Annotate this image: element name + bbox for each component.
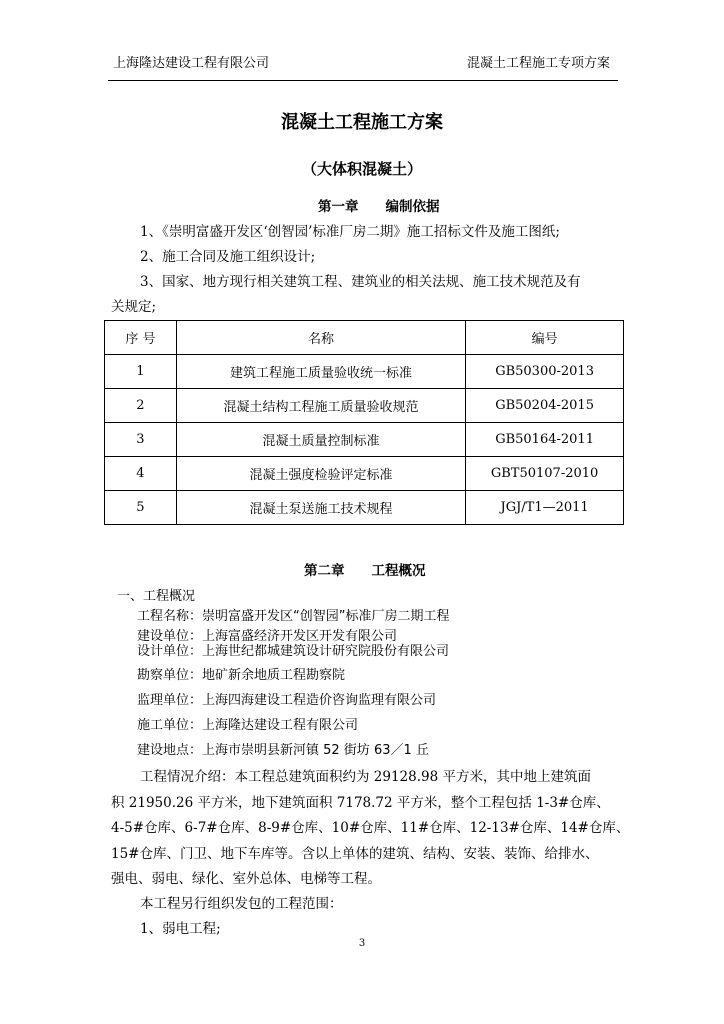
table-row xyxy=(105,389,624,423)
header-doc-title: 混凝土工程施工专项方案 xyxy=(466,56,610,71)
table-row xyxy=(105,491,624,525)
table-cell-name: 建筑工程施工质量验收统一标准 xyxy=(176,355,465,389)
chapter2-heading: 第二章 工程概况 xyxy=(304,563,426,579)
table-cell-code: GBT50107-2010 xyxy=(466,457,624,491)
project-name: 工程名称：崇明富盛开发区“创智园”标准厂房二期工程 xyxy=(137,609,450,624)
table-header-row xyxy=(105,321,624,355)
table-cell-index: 4 xyxy=(105,457,177,491)
table-row xyxy=(105,457,624,491)
constructor-unit: 施工单位：上海隆达建设工程有限公司 xyxy=(137,718,359,733)
table-cell-index: 1 xyxy=(105,355,177,389)
chapter2-section: 一、工程概况 xyxy=(117,589,196,604)
table-cell-code: GB50204-2015 xyxy=(466,389,624,423)
page-subtitle: （大体积混凝土） xyxy=(301,160,422,178)
chapter1-item-3: 3、国家、地方现行相关建筑工程、建筑业的相关法规、施工技术规范及有 xyxy=(140,274,581,290)
designer-unit: 设计单位：上海世纪都城建筑设计研究院股份有限公司 xyxy=(137,644,450,659)
table-header-name: 名称 xyxy=(176,321,465,355)
intro-line-5: 强电、弱电、绿化、室外总体、电梯等工程。 xyxy=(111,871,381,887)
intro-line-2: 积 21950.26 平方米，地下建筑面积 7178.72 平方米，整个工程包括 1-3#仓库、 xyxy=(111,795,610,811)
intro-line-3: 4-5#仓库、6-7#仓库、8-9#仓库、10#仓库、11#仓库、12-13#仓库、14#仓库、 xyxy=(111,820,630,836)
table-cell-name: 混凝土结构工程施工质量验收规范 xyxy=(176,389,465,423)
chapter1-item-2: 2、施工合同及施工组织设计; xyxy=(140,249,316,265)
intro-line-4: 15#仓库、门卫、地下车库等。含以上单体的建筑、结构、安装、装饰、给排水、 xyxy=(111,846,599,862)
scope-heading: 本工程另行组织发包的工程范围： xyxy=(140,896,343,912)
intro-line-1: 工程情况介绍：本工程总建筑面积约为 29128.98 平方米，其中地上建筑面 xyxy=(140,769,591,785)
header-company: 上海隆达建设工程有限公司 xyxy=(113,56,270,71)
table-cell-index: 5 xyxy=(105,491,177,525)
table-cell-name: 混凝土强度检验评定标准 xyxy=(176,457,465,491)
table-cell-name: 混凝土质量控制标准 xyxy=(176,423,465,457)
header-rule xyxy=(108,80,618,81)
chapter1-item-1: 1、《崇明富盛开发区‘创智园’标准厂房二期》施工招标文件及施工图纸; xyxy=(140,224,560,240)
table-header-code: 编号 xyxy=(466,321,624,355)
chapter1-heading: 第一章 编制依据 xyxy=(318,199,440,215)
table-row xyxy=(105,423,624,457)
chapter1-item-3-cont: 关规定; xyxy=(111,299,157,315)
surveyor-unit: 勘察单位：地矿新余地质工程勘察院 xyxy=(137,668,346,683)
table-cell-code: JGJ/T1—2011 xyxy=(466,491,624,525)
builder-unit: 建设单位：上海富盛经济开发区开发有限公司 xyxy=(137,629,398,644)
page-number: 3 xyxy=(358,938,366,949)
standards-table xyxy=(104,320,624,525)
table-cell-index: 3 xyxy=(105,423,177,457)
supervisor-unit: 监理单位：上海四海建设工程造价咨询监理有限公司 xyxy=(137,693,437,708)
scope-item-1: 1、弱电工程; xyxy=(140,921,221,937)
table-cell-index: 2 xyxy=(105,389,177,423)
table-header-index: 序 号 xyxy=(105,321,177,355)
page-title: 混凝土工程施工方案 xyxy=(281,112,443,133)
table-cell-code: GB50164-2011 xyxy=(466,423,624,457)
table-cell-name: 混凝土泵送施工技术规程 xyxy=(176,491,465,525)
construction-location: 建设地点：上海市崇明县新河镇 52 街坊 63／1 丘 xyxy=(137,743,429,758)
table-cell-code: GB50300-2013 xyxy=(466,355,624,389)
table-row xyxy=(105,355,624,389)
